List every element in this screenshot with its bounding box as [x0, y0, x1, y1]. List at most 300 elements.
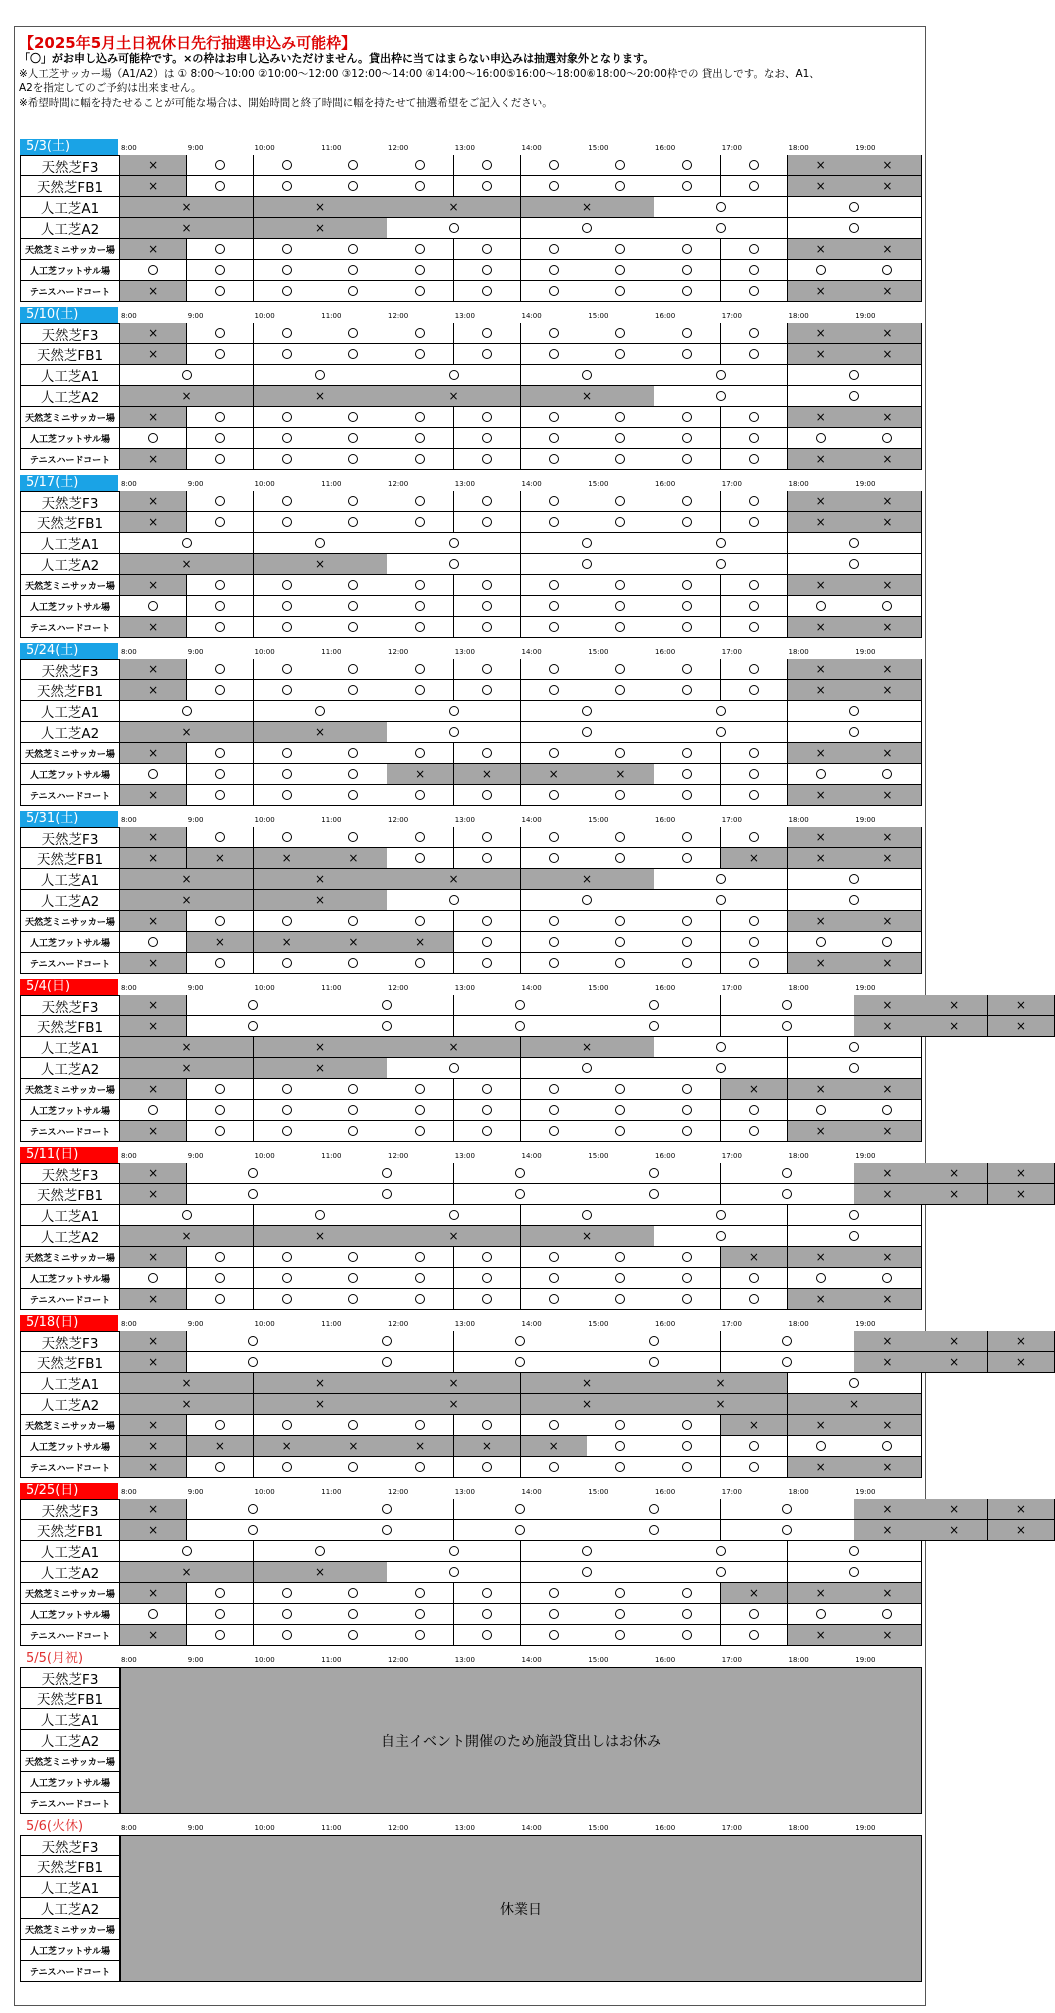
facility-label: 天然芝F3: [20, 1835, 120, 1856]
slot-unavailable: [988, 1184, 1055, 1205]
unavailable-mark: ×: [148, 1355, 159, 1369]
slot-available: [387, 953, 454, 974]
available-mark: [749, 433, 759, 443]
available-mark: [615, 832, 625, 842]
slot-available: [454, 449, 521, 470]
slot-available: [454, 1121, 521, 1142]
slot-available: [120, 365, 254, 386]
slot-available: [320, 1289, 387, 1310]
available-mark: [415, 1462, 425, 1472]
slot-available: [721, 1352, 855, 1373]
facility-label: 人工芝フットサル場: [20, 428, 120, 449]
available-mark: [449, 1063, 459, 1073]
unavailable-mark: ×: [148, 914, 159, 928]
available-mark: [816, 1273, 826, 1283]
available-mark: [515, 1189, 525, 1199]
available-mark: [615, 1105, 625, 1115]
unavailable-mark: ×: [882, 746, 893, 760]
available-mark: [482, 916, 492, 926]
slot-available: [654, 449, 721, 470]
page-title: 【2025年5月土日祝休日先行抽選申込み可能枠】: [19, 34, 357, 52]
available-mark: [749, 958, 759, 968]
time-label: 19:00: [855, 312, 876, 320]
available-mark: [849, 895, 859, 905]
available-mark: [215, 748, 225, 758]
slot-available: [387, 827, 454, 848]
slot-available: [454, 1457, 521, 1478]
facility-label: 天然芝ミニサッカー場: [20, 1751, 120, 1772]
unavailable-mark: ×: [181, 1397, 192, 1411]
slot-unavailable: [788, 680, 855, 701]
slot-unavailable: [788, 848, 855, 869]
time-label: 9:00: [187, 816, 204, 824]
available-mark: [682, 937, 692, 947]
unavailable-mark: ×: [882, 1166, 893, 1180]
available-mark: [415, 1126, 425, 1136]
slot-unavailable: [254, 1436, 321, 1457]
slot-available: [521, 491, 588, 512]
slot-available: [454, 407, 521, 428]
available-mark: [348, 748, 358, 758]
time-label: 12:00: [388, 816, 409, 824]
facility-label: 天然芝ミニサッカー場: [20, 407, 120, 428]
available-mark: [415, 265, 425, 275]
facility-label: 人工芝A1: [20, 1037, 120, 1058]
available-mark: [282, 790, 292, 800]
time-label: 8:00: [121, 1488, 137, 1496]
slot-available: [387, 1415, 454, 1436]
unavailable-mark: ×: [1015, 998, 1026, 1012]
slot-available: [454, 785, 521, 806]
unavailable-mark: ×: [815, 452, 826, 466]
slot-available: [654, 323, 721, 344]
time-label: 13:00: [454, 1152, 475, 1160]
slot-available: [721, 1436, 788, 1457]
facility-label: 人工芝フットサル場: [20, 1772, 120, 1793]
unavailable-mark: ×: [815, 179, 826, 193]
slot-available: [320, 575, 387, 596]
available-mark: [549, 1294, 559, 1304]
unavailable-mark: ×: [882, 788, 893, 802]
slot-available: [187, 1352, 321, 1373]
slot-unavailable: [254, 1058, 388, 1079]
slot-unavailable: [721, 1079, 788, 1100]
available-mark: [148, 1105, 158, 1115]
available-mark: [215, 1609, 225, 1619]
slot-available: [587, 449, 654, 470]
available-mark: [515, 1000, 525, 1010]
slot-available: [320, 176, 387, 197]
available-mark: [282, 622, 292, 632]
slot-unavailable: [921, 995, 988, 1016]
day-label: 5/18(日): [20, 1315, 118, 1331]
available-mark: [615, 790, 625, 800]
unavailable-mark: ×: [848, 1397, 860, 1411]
unavailable-mark: ×: [148, 1586, 159, 1600]
facility-label: 天然芝ミニサッカー場: [20, 1919, 120, 1940]
available-mark: [682, 853, 692, 863]
slot-unavailable: [654, 1394, 788, 1415]
facility-label: 人工芝A2: [20, 1058, 120, 1079]
available-mark: [682, 1441, 692, 1451]
slot-available: [654, 176, 721, 197]
available-mark: [282, 349, 292, 359]
available-mark: [282, 181, 292, 191]
slot-available: [454, 1583, 521, 1604]
unavailable-mark: ×: [815, 956, 826, 970]
slot-available: [654, 680, 721, 701]
time-label: 10:00: [254, 480, 275, 488]
available-mark: [148, 601, 158, 611]
available-mark: [716, 538, 726, 548]
slot-available: [254, 1121, 321, 1142]
available-mark: [482, 181, 492, 191]
slot-available: [654, 260, 721, 281]
time-label: 11:00: [321, 1320, 342, 1328]
slot-unavailable: [721, 1247, 788, 1268]
slot-available: [454, 848, 521, 869]
slot-unavailable: [854, 1520, 921, 1541]
slot-available: [654, 911, 721, 932]
facility-label: テニスハードコート: [20, 785, 120, 806]
slot-available: [254, 1541, 388, 1562]
slot-available: [320, 596, 387, 617]
slot-available: [788, 890, 922, 911]
slot-unavailable: [854, 176, 921, 197]
available-mark: [215, 1420, 225, 1430]
slot-unavailable: [921, 1163, 988, 1184]
slot-available: [120, 1205, 254, 1226]
available-mark: [482, 853, 492, 863]
slot-available: [187, 680, 254, 701]
slot-available: [521, 1100, 588, 1121]
slot-available: [387, 449, 454, 470]
slot-available: [387, 1562, 521, 1583]
slot-available: [654, 1226, 788, 1247]
available-mark: [282, 1462, 292, 1472]
slot-available: [120, 1100, 187, 1121]
slot-available: [454, 323, 521, 344]
available-mark: [215, 286, 225, 296]
time-label: 18:00: [788, 144, 809, 152]
available-mark: [215, 517, 225, 527]
time-label: 19:00: [855, 144, 876, 152]
available-mark: [515, 1021, 525, 1031]
available-mark: [315, 1546, 325, 1556]
slot-unavailable: [187, 1436, 254, 1457]
slot-unavailable: [854, 449, 921, 470]
slot-unavailable: [854, 407, 921, 428]
slot-unavailable: [254, 869, 388, 890]
time-label: 19:00: [855, 648, 876, 656]
slot-available: [454, 1415, 521, 1436]
available-mark: [582, 727, 592, 737]
available-mark: [415, 244, 425, 254]
slot-available: [721, 1184, 855, 1205]
available-mark: [348, 517, 358, 527]
available-mark: [348, 1126, 358, 1136]
time-label: 9:00: [187, 1320, 204, 1328]
unavailable-mark: ×: [615, 767, 626, 781]
available-mark: [348, 769, 358, 779]
slot-available: [254, 365, 388, 386]
available-mark: [549, 328, 559, 338]
facility-label: 天然芝ミニサッカー場: [20, 575, 120, 596]
time-label: 8:00: [121, 1656, 137, 1664]
unavailable-mark: ×: [581, 1229, 593, 1243]
slot-available: [721, 953, 788, 974]
available-mark: [549, 496, 559, 506]
unavailable-mark: ×: [1015, 1187, 1026, 1201]
slot-unavailable: [854, 680, 921, 701]
unavailable-mark: ×: [748, 1418, 759, 1432]
unavailable-mark: ×: [1015, 1334, 1026, 1348]
unavailable-mark: ×: [882, 242, 893, 256]
available-mark: [549, 1420, 559, 1430]
slot-available: [387, 1121, 454, 1142]
available-mark: [615, 664, 625, 674]
slot-available: [721, 1331, 855, 1352]
slot-available: [120, 764, 187, 785]
unavailable-mark: ×: [148, 1439, 159, 1453]
slot-available: [721, 1268, 788, 1289]
available-mark: [348, 412, 358, 422]
unavailable-mark: ×: [581, 1376, 593, 1390]
available-mark: [348, 1273, 358, 1283]
available-mark: [549, 1126, 559, 1136]
slot-unavailable: [120, 155, 187, 176]
slot-available: [454, 1352, 588, 1373]
slot-unavailable: [721, 848, 788, 869]
slot-available: [587, 659, 654, 680]
slot-available: [654, 218, 788, 239]
available-mark: [782, 1336, 792, 1346]
slot-unavailable: [120, 1562, 254, 1583]
available-mark: [782, 1357, 792, 1367]
unavailable-mark: ×: [815, 914, 826, 928]
slot-available: [187, 617, 254, 638]
time-label: 10:00: [254, 144, 275, 152]
available-mark: [716, 223, 726, 233]
slot-available: [721, 1625, 788, 1646]
time-label: 18:00: [788, 1488, 809, 1496]
available-mark: [215, 1462, 225, 1472]
available-mark: [649, 1168, 659, 1178]
available-mark: [215, 1273, 225, 1283]
time-label: 11:00: [321, 648, 342, 656]
slot-available: [521, 743, 588, 764]
slot-unavailable: [854, 617, 921, 638]
available-mark: [549, 1630, 559, 1640]
slot-available: [587, 827, 654, 848]
available-mark: [415, 1252, 425, 1262]
available-mark: [415, 1294, 425, 1304]
slot-available: [587, 617, 654, 638]
available-mark: [682, 1084, 692, 1094]
available-mark: [215, 433, 225, 443]
slot-available: [721, 1289, 788, 1310]
available-mark: [816, 1441, 826, 1451]
slot-available: [721, 260, 788, 281]
time-label: 10:00: [254, 1488, 275, 1496]
slot-unavailable: [120, 659, 187, 680]
facility-label: 人工芝A1: [20, 869, 120, 890]
slot-unavailable: [788, 239, 855, 260]
time-label: 15:00: [588, 984, 609, 992]
available-mark: [615, 1630, 625, 1640]
slot-available: [654, 1289, 721, 1310]
slot-available: [788, 1205, 922, 1226]
available-mark: [215, 265, 225, 275]
slot-available: [320, 323, 387, 344]
slot-available: [654, 365, 788, 386]
available-mark: [215, 496, 225, 506]
time-label: 15:00: [588, 1824, 609, 1832]
available-mark: [415, 349, 425, 359]
unavailable-mark: ×: [314, 1565, 326, 1579]
time-label: 19:00: [855, 1488, 876, 1496]
slot-available: [721, 1604, 788, 1625]
available-mark: [682, 1105, 692, 1115]
available-mark: [749, 286, 759, 296]
time-label: 14:00: [521, 312, 542, 320]
slot-available: [587, 323, 654, 344]
time-label: 18:00: [788, 648, 809, 656]
slot-available: [454, 953, 521, 974]
available-mark: [415, 496, 425, 506]
time-label: 16:00: [655, 1320, 676, 1328]
unavailable-mark: ×: [581, 1397, 593, 1411]
slot-unavailable: [788, 449, 855, 470]
slot-available: [587, 512, 654, 533]
unavailable-mark: ×: [949, 1523, 960, 1537]
unavailable-mark: ×: [815, 788, 826, 802]
slot-available: [521, 1289, 588, 1310]
slot-available: [521, 218, 655, 239]
available-mark: [749, 349, 759, 359]
slot-available: [454, 575, 521, 596]
slot-available: [654, 428, 721, 449]
slot-unavailable: [788, 1079, 855, 1100]
slot-available: [187, 953, 254, 974]
available-mark: [749, 496, 759, 506]
slot-unavailable: [254, 1394, 388, 1415]
time-label: 9:00: [187, 1488, 204, 1496]
facility-label: 天然芝F3: [20, 155, 120, 176]
facility-label: 人工芝フットサル場: [20, 1268, 120, 1289]
unavailable-mark: ×: [815, 620, 826, 634]
slot-available: [587, 995, 721, 1016]
slot-available: [254, 239, 321, 260]
time-label: 14:00: [521, 1824, 542, 1832]
available-mark: [615, 328, 625, 338]
slot-available: [788, 764, 855, 785]
available-mark: [716, 1231, 726, 1241]
time-label: 10:00: [254, 816, 275, 824]
available-mark: [282, 1084, 292, 1094]
time-label: 19:00: [855, 1152, 876, 1160]
available-mark: [849, 370, 859, 380]
available-mark: [849, 1378, 859, 1388]
available-mark: [716, 1546, 726, 1556]
slot-available: [654, 512, 721, 533]
slot-unavailable: [788, 953, 855, 974]
facility-label: テニスハードコート: [20, 1961, 120, 1982]
slot-unavailable: [387, 869, 521, 890]
time-label: 11:00: [321, 816, 342, 824]
time-label: 17:00: [721, 144, 742, 152]
slot-unavailable: [254, 722, 388, 743]
time-label: 14:00: [521, 144, 542, 152]
slot-available: [521, 890, 655, 911]
slot-available: [854, 1268, 921, 1289]
available-mark: [248, 1000, 258, 1010]
slot-unavailable: [120, 218, 254, 239]
slot-unavailable: [187, 932, 254, 953]
slot-unavailable: [120, 995, 187, 1016]
time-label: 15:00: [588, 816, 609, 824]
time-label: 13:00: [454, 816, 475, 824]
slot-available: [387, 1625, 454, 1646]
facility-label: 人工芝A1: [20, 701, 120, 722]
available-mark: [282, 265, 292, 275]
available-mark: [348, 1462, 358, 1472]
available-mark: [282, 496, 292, 506]
time-label: 9:00: [187, 1824, 204, 1832]
unavailable-mark: ×: [715, 1376, 726, 1390]
unavailable-mark: ×: [882, 1334, 893, 1348]
facility-label: 人工芝フットサル場: [20, 1940, 120, 1961]
available-mark: [482, 454, 492, 464]
available-mark: [882, 1609, 892, 1619]
slot-unavailable: [120, 890, 254, 911]
available-mark: [749, 1462, 759, 1472]
unavailable-mark: ×: [882, 1292, 893, 1306]
slot-unavailable: [788, 1625, 855, 1646]
available-mark: [682, 181, 692, 191]
available-mark: [482, 601, 492, 611]
time-label: 9:00: [187, 144, 204, 152]
available-mark: [549, 1609, 559, 1619]
available-mark: [682, 664, 692, 674]
slot-unavailable: [921, 1352, 988, 1373]
available-mark: [782, 1168, 792, 1178]
available-mark: [348, 1252, 358, 1262]
slot-unavailable: [120, 1331, 187, 1352]
available-mark: [882, 769, 892, 779]
available-mark: [282, 1588, 292, 1598]
available-mark: [749, 412, 759, 422]
time-label: 15:00: [588, 480, 609, 488]
slot-unavailable: [788, 1394, 922, 1415]
slot-available: [521, 365, 655, 386]
available-mark: [615, 286, 625, 296]
unavailable-mark: ×: [882, 284, 893, 298]
slot-available: [254, 1604, 321, 1625]
available-mark: [816, 433, 826, 443]
slot-unavailable: [120, 1520, 187, 1541]
slot-unavailable: [120, 197, 254, 218]
available-mark: [248, 1021, 258, 1031]
unavailable-mark: ×: [148, 326, 159, 340]
time-label: 10:00: [254, 1824, 275, 1832]
available-mark: [215, 454, 225, 464]
available-mark: [682, 1294, 692, 1304]
slot-unavailable: [120, 554, 254, 575]
unavailable-mark: ×: [882, 1082, 893, 1096]
slot-unavailable: [120, 386, 254, 407]
available-mark: [348, 181, 358, 191]
